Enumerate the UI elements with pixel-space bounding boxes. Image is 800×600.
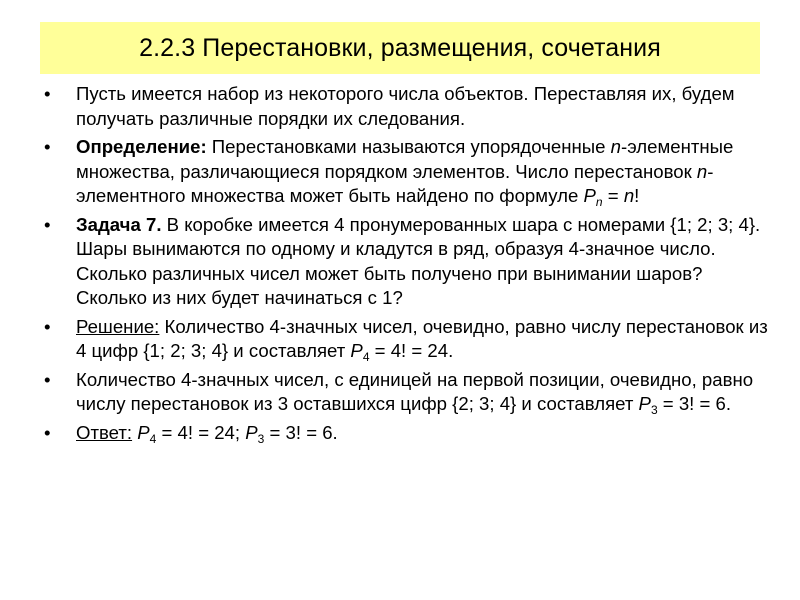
list-item-answer — [40, 421, 770, 446]
definition-label: Определение: — [76, 136, 207, 157]
bullet-icon: • — [44, 315, 51, 337]
definition-text: -элементного множества может быть найдено по формуле — [76, 160, 714, 206]
subscript-3: 3 — [257, 431, 265, 446]
task-label: Задача 7. — [76, 213, 162, 235]
bullet-icon: • — [44, 421, 51, 443]
bullet-icon: • — [44, 368, 51, 390]
solution-text: Количество 4-значных чисел, очевидно, равно числу перестановок из 4 цифр {1; 2; 3; 4} и составляет — [76, 315, 768, 361]
answer-part-1: = 4! = 24; — [156, 421, 246, 443]
count-result: = 3! = 6. — [657, 393, 732, 414]
subscript-n: n — [595, 195, 603, 209]
var-P: P — [137, 421, 150, 443]
solution-result: = 4! = 24. — [369, 340, 454, 361]
list-item-count — [40, 368, 770, 417]
subscript-4: 4 — [362, 350, 370, 364]
var-n: n — [623, 185, 635, 206]
bullet-list — [40, 82, 770, 449]
bullet-icon: • — [44, 83, 51, 104]
var-n: n — [610, 136, 621, 157]
factorial-sign: ! — [634, 185, 640, 206]
list-item-definition — [40, 135, 770, 209]
title-banner — [40, 22, 760, 74]
definition-text: -элементные множества, различающиеся порядком элементов. Число перестановок — [76, 136, 734, 182]
count-text: Количество 4-значных чисел, с единицей на первой позиции, очевидно, равно числу перестановок из 3 оставшихся цифр {2; 3; 4} и составляет — [76, 368, 754, 414]
list-item-solution — [40, 315, 770, 364]
slide-title: 2.2.3 Перестановки, размещения, сочетания — [139, 33, 661, 62]
bullet-icon: • — [44, 136, 51, 157]
answer-label: Ответ: — [76, 421, 133, 443]
var-P: P — [245, 421, 258, 443]
var-P: P — [583, 185, 596, 206]
equals-sign: = — [602, 185, 624, 206]
definition-text: Перестановками называются упорядоченные — [206, 136, 611, 157]
list-item-task — [40, 213, 770, 311]
task-text: В коробке имеется 4 пронумерованных шара с номерами {1; 2; 3; 4}. Шары вынимаются по одному и кладутся в ряд, образуя 4-значное число. Сколько различных чисел может быть получено при вынимании шаров? Сколько из них будет начинаться с 1? — [76, 213, 761, 308]
solution-label: Решение: — [76, 315, 160, 337]
var-P: P — [638, 393, 651, 414]
bullet-icon: • — [44, 213, 51, 235]
subscript-3: 3 — [650, 403, 658, 417]
intro-text: Пусть имеется набор из некоторого числа объектов. Переставляя их, будем получать различные порядки их следования. — [76, 83, 735, 129]
subscript-4: 4 — [149, 431, 157, 446]
var-P: P — [350, 340, 363, 361]
answer-part-2: = 3! = 6. — [264, 421, 338, 443]
var-n: n — [696, 160, 708, 182]
list-item-intro — [40, 82, 770, 131]
